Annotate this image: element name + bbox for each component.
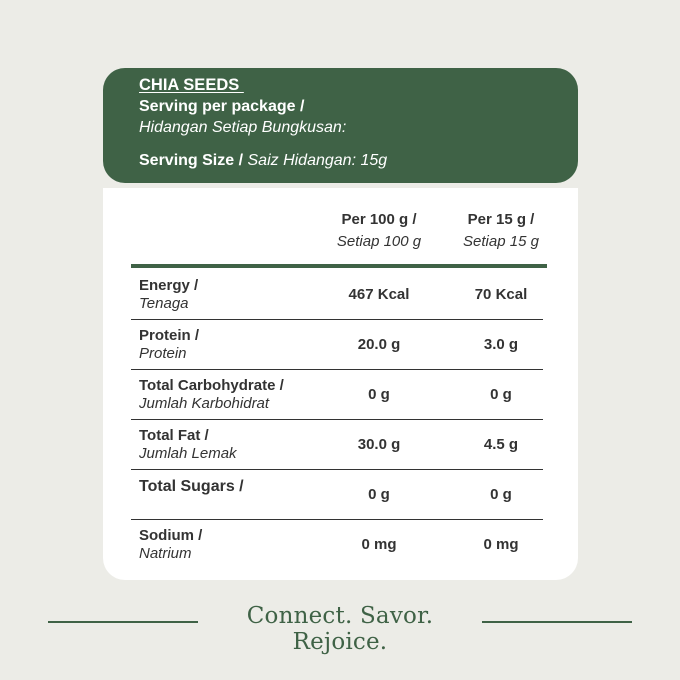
- serving-per-package-en: Serving per package /: [139, 98, 305, 115]
- footer-divider-left: [48, 621, 198, 623]
- nutrient-name: [139, 327, 199, 363]
- value-per-15g: 0 g: [490, 486, 512, 503]
- nutrient-name-ms: Jumlah Karbohidrat: [139, 395, 270, 412]
- value-per-15g: 3.0 g: [483, 336, 519, 353]
- header-divider: [131, 264, 547, 268]
- table-row: [131, 270, 543, 320]
- column-header-per-100g: [319, 209, 439, 253]
- table-row: [131, 420, 543, 470]
- nutrient-name-en: Total Fat /: [139, 427, 209, 444]
- label-header: [103, 68, 578, 183]
- serving-per-package-ms: Hidangan Setiap Bungkusan:: [139, 119, 347, 136]
- serving-size-ms: Saiz Hidangan: 15g: [247, 152, 388, 169]
- column-header-per-15g: [441, 209, 561, 253]
- value-per-100g: 0 mg: [361, 536, 397, 553]
- value-per-100g: 467 Kcal: [348, 286, 410, 303]
- nutrient-name-en: Protein /: [139, 327, 200, 344]
- footer-divider-right: [482, 621, 632, 623]
- brand-tagline: Connect. Savor. Rejoice.: [246, 603, 434, 655]
- nutrient-name: [139, 427, 237, 463]
- product-name: CHIA SEEDS: [139, 76, 244, 94]
- serving-per-package: [139, 96, 578, 138]
- nutrient-name-ms: Jumlah Lemak: [139, 445, 237, 462]
- nutrient-name-en: Sodium /: [139, 527, 203, 544]
- value-per-100g: 0 g: [368, 486, 390, 503]
- column-header-per-100g-en: Per 100 g /: [341, 211, 417, 228]
- value-per-15g: 0 mg: [483, 536, 519, 553]
- table-row: [131, 320, 543, 370]
- nutrition-table: [103, 188, 578, 580]
- column-header-per-15g-en: Per 15 g /: [467, 211, 535, 228]
- nutrient-name: [139, 527, 202, 563]
- nutrient-name-ms: Natrium: [139, 545, 192, 562]
- column-header-per-100g-ms: Setiap 100 g: [336, 233, 422, 250]
- nutrient-name-ms: Protein: [139, 345, 187, 362]
- value-per-100g: 0 g: [368, 386, 390, 403]
- serving-size: [139, 150, 578, 171]
- nutrient-name-en: Energy /: [139, 277, 199, 294]
- serving-size-en: Serving Size /: [139, 152, 244, 169]
- table-row: [131, 520, 543, 570]
- nutrient-name: [139, 277, 198, 313]
- value-per-100g: 20.0 g: [357, 336, 401, 353]
- nutrient-name: [139, 478, 244, 496]
- table-row: [131, 470, 543, 520]
- column-header-per-15g-ms: Setiap 15 g: [463, 233, 539, 250]
- value-per-15g: 0 g: [490, 386, 512, 403]
- table-row: [131, 370, 543, 420]
- nutrient-name-en: Total Carbohydrate /: [139, 377, 284, 394]
- value-per-100g: 30.0 g: [357, 436, 401, 453]
- nutrient-name-en: Total Sugars /: [139, 478, 244, 495]
- value-per-15g: 70 Kcal: [474, 286, 528, 303]
- nutrient-name-ms: Tenaga: [139, 295, 189, 312]
- nutrient-name: [139, 377, 284, 413]
- value-per-15g: 4.5 g: [483, 436, 519, 453]
